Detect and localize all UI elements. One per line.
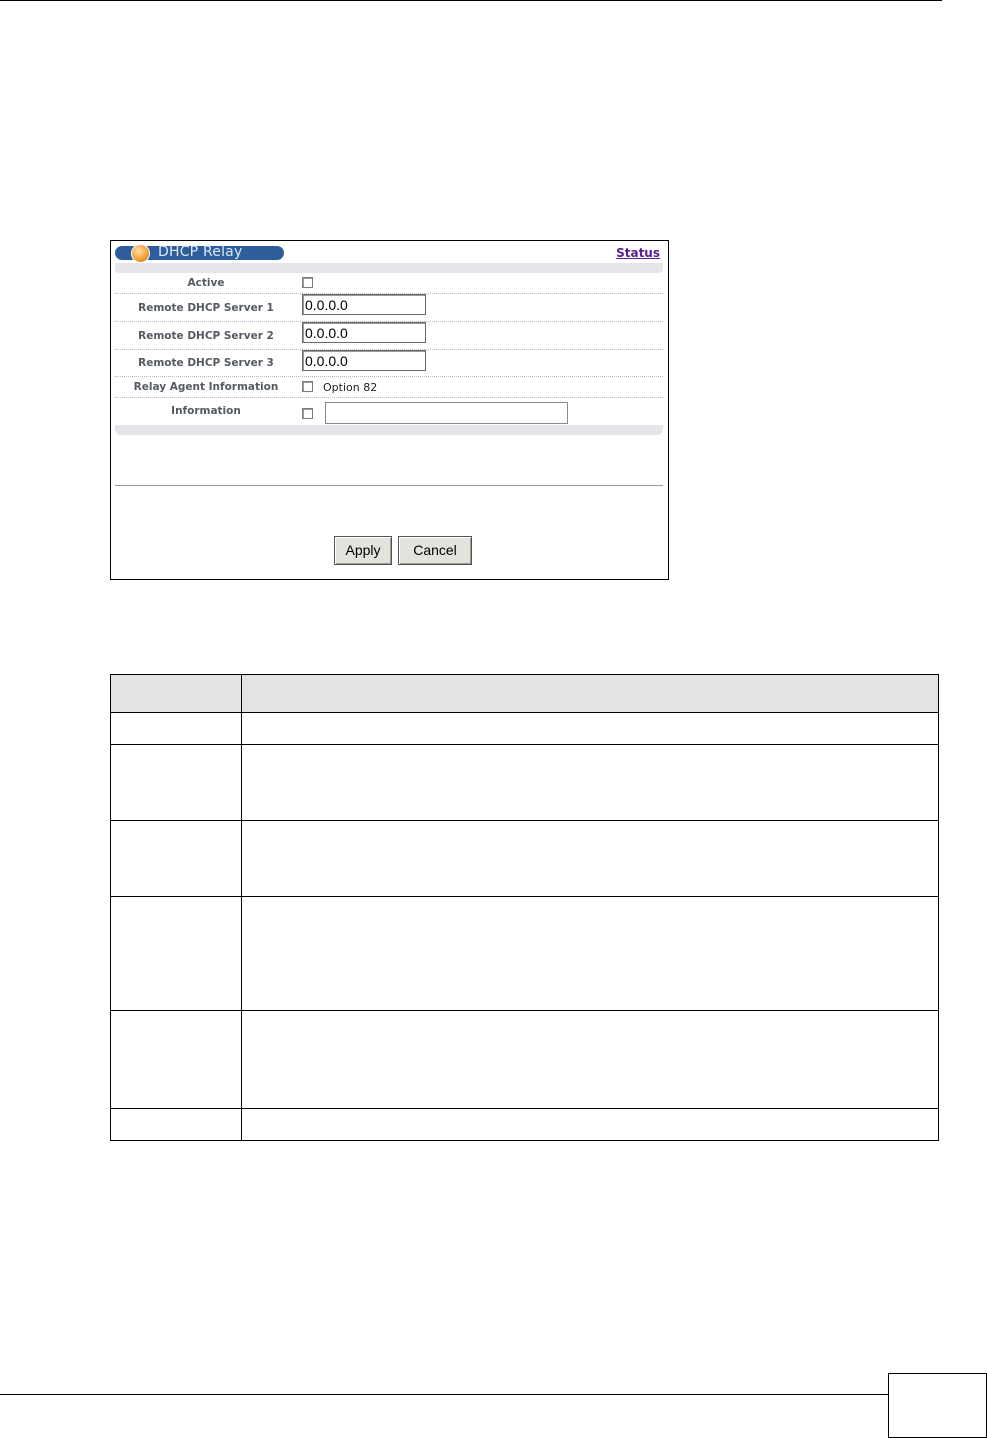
table-cell — [111, 897, 242, 1011]
table-row — [111, 713, 939, 745]
information-label: Information — [171, 405, 241, 417]
table-header-row — [111, 675, 939, 713]
relay-agent-row — [115, 377, 663, 398]
cancel-button[interactable]: Cancel — [398, 536, 472, 565]
server2-row — [115, 322, 663, 350]
panel-divider — [115, 485, 663, 486]
table-cell — [242, 713, 939, 745]
field-description-table — [110, 674, 939, 1141]
server2-input[interactable]: 0.0.0.0 — [302, 322, 426, 343]
table-header-cell — [242, 675, 939, 713]
information-row — [115, 398, 663, 425]
relay-agent-label: Relay Agent Information — [133, 381, 279, 393]
orange-bullet-icon — [131, 244, 150, 263]
table-row — [111, 897, 939, 1011]
table-cell — [242, 1011, 939, 1109]
dhcp-relay-panel — [110, 240, 669, 580]
table-row — [111, 1011, 939, 1109]
table-header-cell — [111, 675, 242, 713]
table-cell — [242, 897, 939, 1011]
panel-top-band — [115, 263, 663, 273]
server3-label: Remote DHCP Server 3 — [138, 357, 274, 369]
active-label: Active — [187, 277, 225, 289]
server1-row — [115, 294, 663, 322]
table-cell — [242, 821, 939, 897]
table-cell — [242, 745, 939, 821]
table-cell — [111, 713, 242, 745]
table-row — [111, 745, 939, 821]
status-link[interactable]: Status — [616, 246, 660, 260]
table-cell — [111, 1109, 242, 1141]
information-input[interactable] — [325, 402, 568, 424]
footer-rule — [0, 1394, 888, 1395]
table-cell — [111, 1011, 242, 1109]
table-cell — [111, 821, 242, 897]
option82-checkbox[interactable] — [302, 381, 313, 392]
table-row — [111, 821, 939, 897]
panel-title: DHCP Relay — [158, 244, 243, 260]
table-cell — [242, 1109, 939, 1141]
server3-input[interactable]: 0.0.0.0 — [302, 350, 426, 371]
option82-label: Option 82 — [323, 381, 378, 394]
panel-title-bar — [115, 246, 284, 260]
server3-row — [115, 350, 663, 377]
server1-input[interactable]: 0.0.0.0 — [302, 294, 426, 315]
apply-button[interactable]: Apply — [334, 536, 392, 565]
table-row — [111, 1109, 939, 1141]
table-cell — [111, 745, 242, 821]
panel-bottom-band — [115, 425, 663, 435]
server2-label: Remote DHCP Server 2 — [138, 330, 274, 342]
active-row — [115, 273, 663, 294]
server1-label: Remote DHCP Server 1 — [138, 302, 274, 314]
header-rule — [0, 0, 942, 1]
active-checkbox[interactable] — [302, 277, 313, 288]
page-number-box — [888, 1373, 987, 1438]
information-checkbox[interactable] — [302, 408, 313, 419]
